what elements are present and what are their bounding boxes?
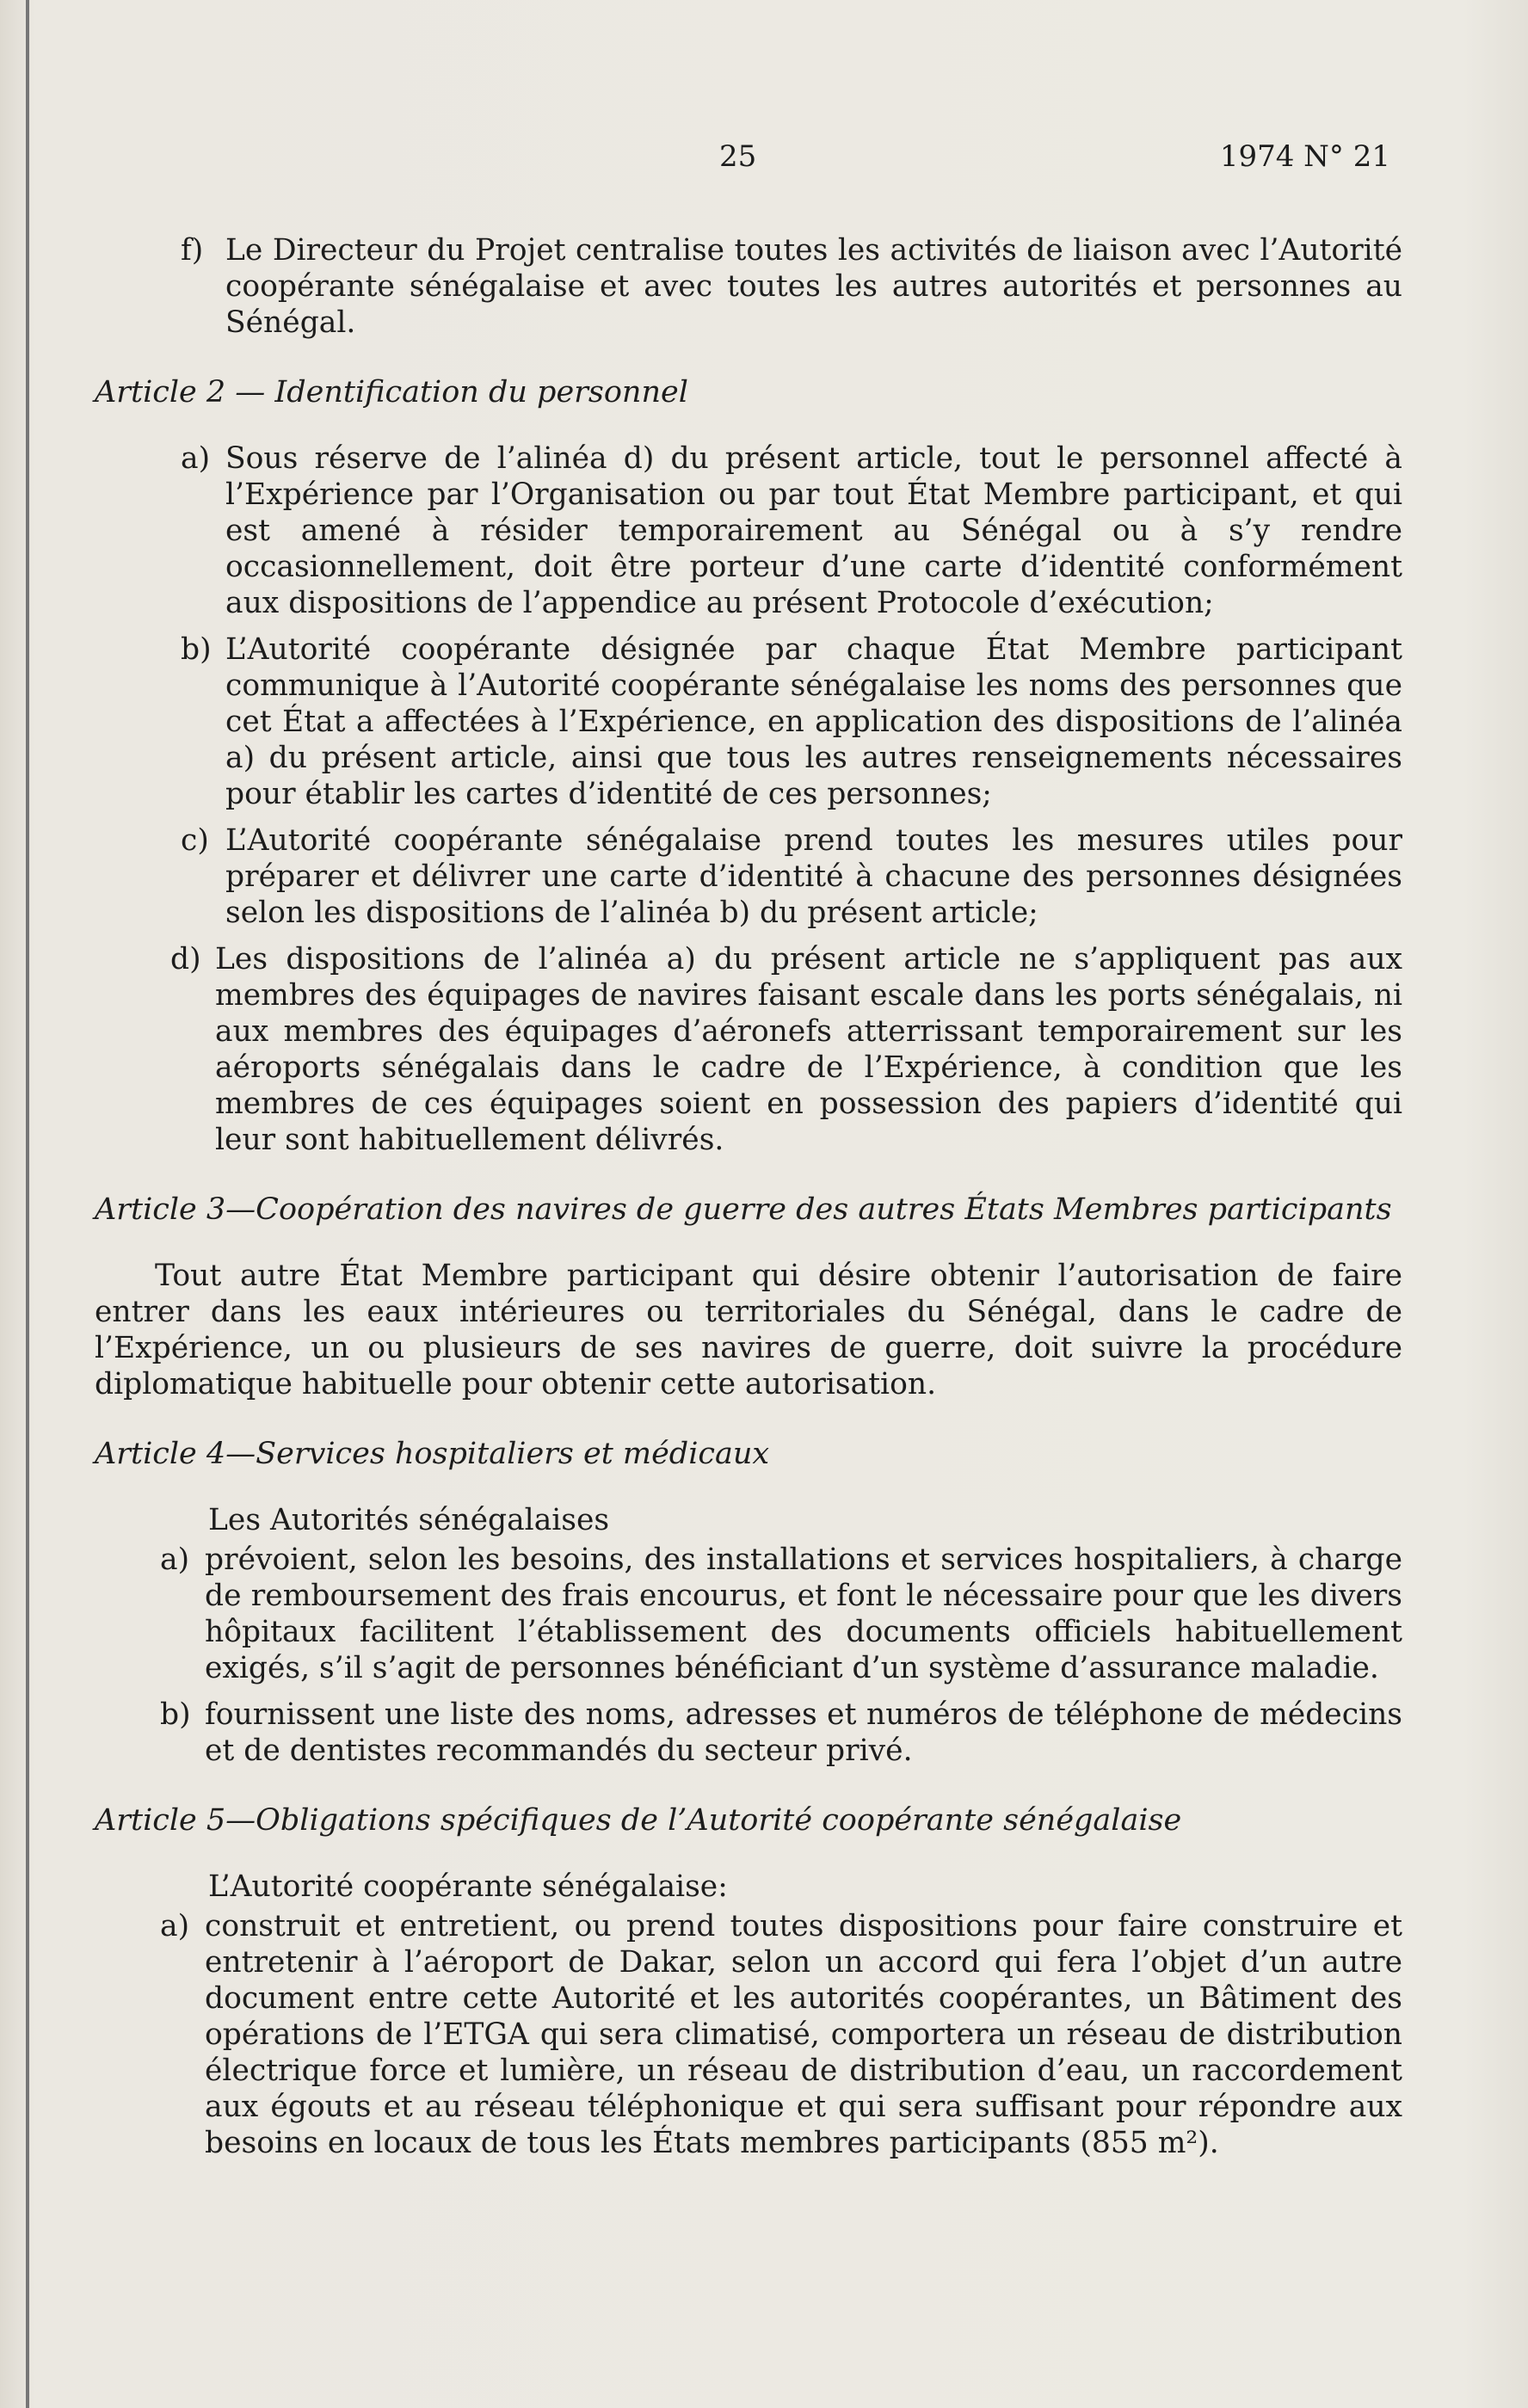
item-label: c) — [181, 823, 209, 858]
article-3-heading: Article 3—Coopération des navires de guerre des autres États Membres participants — [95, 1192, 1392, 1227]
list-item — [95, 232, 1402, 341]
page-number: 25 — [719, 139, 757, 174]
list-item — [95, 1697, 1402, 1769]
article-4-lead: Les Autorités sénégalaises — [208, 1503, 610, 1537]
document-body — [95, 232, 1402, 2171]
article-5-heading: Article 5—Obligations spécifiques de l’Autorité coopérante sénégalaise — [95, 1803, 1182, 1838]
list-item — [95, 1542, 1402, 1686]
article-5-lead: L’Autorité coopérante sénégalaise: — [208, 1869, 728, 1904]
item-text: Les dispositions de l’alinéa a) du présent article ne s’appliquent pas aux membres des équipages de navires faisant escale dans les ports sénégalais, ni aux membres des équipages d’aéronefs atterrissant temporairement sur les aéroports sénégalais dans le cadre de l’Expérience, à condition que les membres de ces équipages soient en possession des papiers d’identité qui leur sont habituellement délivrés. — [215, 942, 1402, 1157]
article-3-paragraph: Tout autre État Membre participant qui désire obtenir l’autorisation de faire entrer dans les eaux intérieures ou territoriales du Sénégal, dans le cadre de l’Expérience, un ou plusieurs de ses navires de guerre, doit suivre la procédure diplomatique habituelle pour obtenir cette autorisation. — [95, 1259, 1402, 1401]
item-text: prévoient, selon les besoins, des installations et services hospitaliers, à charge de remboursement des frais encourus, et font le nécessaire pour que les divers hôpitaux facilitent l’établissement des documents officiels habituellement exigés, s’il s’agit de personnes bénéficiant d’un système d’assurance maladie. — [205, 1543, 1402, 1685]
page-header — [0, 139, 1528, 182]
list-item — [95, 941, 1402, 1158]
item-text: Sous réserve de l’alinéa d) du présent article, tout le personnel affecté à l’Expérience par l’Organisation ou par tout État Membre participant, et qui est amené à résider temporairement au Sénégal ou à s’y rendre occasionnellement, doit être porteur d’une carte d’identité conformément aux dispositions de l’appendice au présent Protocole d’exécution; — [225, 441, 1402, 620]
item-text: L’Autorité coopérante sénégalaise prend toutes les mesures utiles pour préparer et délivrer une carte d’identité à chacune des personnes désignées selon les dispositions de l’alinéa b) du présent article; — [225, 823, 1402, 930]
item-label: b) — [181, 632, 212, 667]
item-label: a) — [160, 1543, 190, 1577]
article-2-heading: Article 2 — Identification du personnel — [95, 375, 688, 410]
document-reference: 1974 N° 21 — [1219, 139, 1390, 174]
item-text: fournissent une liste des noms, adresses et numéros de téléphone de médecins et de dentistes recommandés du secteur privé. — [205, 1697, 1402, 1768]
item-label: a) — [160, 1909, 190, 1943]
list-item — [95, 631, 1402, 812]
list-item — [95, 822, 1402, 931]
list-item — [95, 440, 1402, 621]
item-text: L’Autorité coopérante désignée par chaque État Membre participant communique à l’Autorité coopérante sénégalaise les noms des personnes que cet État a affectées à l’Expérience, en application des dispositions de l’alinéa a) du présent article, ainsi que tous les autres renseignements nécessaires pour établir les cartes d’identité de ces personnes; — [225, 632, 1402, 811]
item-label: f) — [181, 233, 204, 268]
item-label: b) — [160, 1697, 191, 1732]
item-label: d) — [170, 942, 201, 976]
item-text: construit et entretient, ou prend toutes dispositions pour faire construire et entretenir à l’aéroport de Dakar, selon un accord qui fera l’objet d’un autre document entre cette Autorité et les autorités coopérantes, un Bâtiment des opérations de l’ETGA qui sera climatisé, comportera un réseau de distribution électrique force et lumière, un réseau de distribution d’eau, un raccordement aux égouts et au réseau téléphonique et qui sera suffisant pour répondre aux besoins en locaux de tous les États membres participants (855 m²). — [205, 1909, 1402, 2160]
list-item — [95, 1908, 1402, 2161]
item-label: a) — [181, 441, 211, 476]
article-4-heading: Article 4—Services hospitaliers et médicaux — [95, 1437, 770, 1471]
binding-edge — [26, 0, 29, 2408]
item-text: Le Directeur du Projet centralise toutes les activités de liaison avec l’Autorité coopérante sénégalaise et avec toutes les autres autorités et personnes au Sénégal. — [225, 233, 1402, 340]
